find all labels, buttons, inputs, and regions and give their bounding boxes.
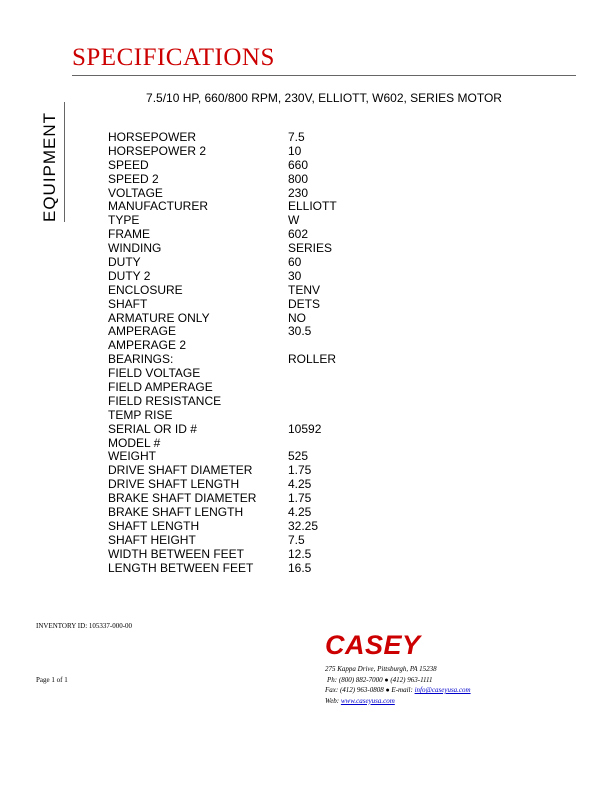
spec-label: ARMATURE ONLY	[108, 310, 210, 325]
spec-row	[108, 548, 337, 562]
spec-value: 4.25	[288, 477, 312, 492]
spec-label: HORSEPOWER	[108, 130, 197, 144]
spec-label: MODEL #	[108, 435, 161, 450]
page-title: SPECIFICATIONS	[72, 44, 275, 71]
spec-value: 30	[288, 268, 302, 283]
email-link[interactable]: info@caseyusa.com	[414, 686, 471, 694]
spec-label: SHAFT	[108, 296, 148, 311]
spec-value: 1.75	[288, 463, 312, 478]
spec-value: ROLLER	[288, 352, 337, 367]
section-side-label: EQUIPMENT	[40, 111, 59, 222]
spec-row	[108, 339, 337, 353]
spec-row	[108, 214, 337, 228]
spec-row	[108, 173, 337, 187]
spec-value: NO	[288, 310, 306, 325]
spec-value: TENV	[288, 282, 321, 297]
spec-row	[108, 353, 337, 367]
spec-row	[108, 270, 337, 284]
spec-value: 1.75	[288, 491, 312, 506]
web-line	[325, 696, 471, 707]
spec-label: BRAKE SHAFT DIAMETER	[108, 491, 257, 506]
spec-row	[108, 423, 337, 437]
spec-value: DETS	[288, 296, 321, 311]
spec-row	[108, 312, 337, 326]
phone-line: Ph: (800) 882-7000 ● (412) 963-1111	[327, 675, 433, 684]
casey-logo: CASEY	[325, 630, 421, 660]
spec-label: SHAFT HEIGHT	[108, 532, 196, 547]
fax-text: Fax: (412) 963-0808 ● E-mail:	[325, 686, 415, 694]
spec-row	[108, 506, 337, 520]
spec-value: ELLIOTT	[288, 199, 337, 214]
spec-row	[108, 464, 337, 478]
spec-label: AMPERAGE	[108, 324, 177, 339]
spec-row	[108, 256, 337, 270]
spec-value: 16.5	[288, 560, 312, 575]
spec-label: FIELD VOLTAGE	[108, 366, 201, 381]
spec-row	[108, 187, 337, 201]
spec-label: WINDING	[108, 241, 162, 256]
spec-value: 10	[288, 143, 302, 158]
spec-row	[108, 367, 337, 381]
spec-label: SPEED	[108, 157, 149, 172]
spec-value: 800	[288, 171, 309, 186]
spec-label: MANUFACTURER	[108, 199, 209, 214]
spec-row	[108, 492, 337, 506]
spec-label: BRAKE SHAFT LENGTH	[108, 505, 244, 520]
spec-value: 7.5	[288, 130, 305, 144]
web-label: Web:	[325, 696, 341, 705]
address-line: 275 Kappa Drive, Pittsburgh, PA 15238	[325, 665, 437, 673]
spec-row	[108, 534, 337, 548]
spec-label: VOLTAGE	[108, 185, 163, 200]
spec-label: SERIAL OR ID #	[108, 421, 197, 436]
spec-row	[108, 242, 337, 256]
spec-value: 525	[288, 449, 309, 464]
fax-email-line	[325, 685, 471, 696]
spec-label: DUTY	[108, 255, 141, 270]
spec-row	[108, 298, 337, 312]
page-number: Page 1 of 1	[36, 676, 68, 684]
spec-value: 7.5	[288, 532, 305, 547]
spec-label: AMPERAGE 2	[108, 338, 187, 353]
spec-label: DRIVE SHAFT LENGTH	[108, 477, 240, 492]
spec-label: HORSEPOWER 2	[108, 143, 207, 158]
spec-row	[108, 159, 337, 173]
spec-row	[108, 409, 337, 423]
spec-value: 10592	[288, 421, 322, 436]
contact-block	[325, 664, 471, 706]
spec-row	[108, 284, 337, 298]
spec-row	[108, 478, 337, 492]
spec-label: LENGTH BETWEEN FEET	[108, 560, 254, 575]
spec-label: FRAME	[108, 227, 150, 242]
spec-value: 4.25	[288, 505, 312, 520]
spec-value: 30.5	[288, 324, 312, 339]
inventory-id: INVENTORY ID: 105337-000-00	[36, 622, 133, 630]
spec-value: W	[288, 213, 300, 228]
spec-label: TYPE	[108, 213, 140, 228]
spec-label: SHAFT LENGTH	[108, 518, 200, 533]
web-link[interactable]: www.caseyusa.com	[340, 696, 395, 705]
spec-list	[108, 131, 337, 576]
spec-label: BEARINGS:	[108, 352, 174, 367]
spec-row	[108, 131, 337, 145]
spec-value: SERIES	[288, 241, 333, 256]
spec-row	[108, 200, 337, 214]
spec-row	[108, 395, 337, 409]
spec-row	[108, 437, 337, 451]
spec-value: 60	[288, 255, 302, 270]
spec-label: TEMP RISE	[108, 407, 173, 422]
title-divider	[72, 75, 576, 76]
spec-label: ENCLOSURE	[108, 282, 183, 297]
spec-label: SPEED 2	[108, 171, 159, 186]
spec-value: 12.5	[288, 546, 312, 561]
spec-row	[108, 562, 337, 576]
spec-value: 230	[288, 185, 309, 200]
product-subtitle: 7.5/10 HP, 660/800 RPM, 230V, ELLIOTT, W602, SERIES MOTOR	[146, 91, 502, 105]
spec-row	[108, 381, 337, 395]
spec-value: 32.25	[288, 518, 319, 533]
spec-row	[108, 228, 337, 242]
spec-value: 602	[288, 227, 309, 242]
spec-row	[108, 145, 337, 159]
spec-label: WIDTH BETWEEN FEET	[108, 546, 244, 561]
spec-label: DUTY 2	[108, 268, 151, 283]
spec-value: 660	[288, 157, 309, 172]
side-divider	[64, 102, 65, 222]
spec-row	[108, 520, 337, 534]
spec-label: DRIVE SHAFT DIAMETER	[108, 463, 253, 478]
spec-row	[108, 325, 337, 339]
spec-row	[108, 450, 337, 464]
spec-label: WEIGHT	[108, 449, 156, 464]
spec-label: FIELD RESISTANCE	[108, 393, 222, 408]
spec-label: FIELD AMPERAGE	[108, 380, 213, 395]
